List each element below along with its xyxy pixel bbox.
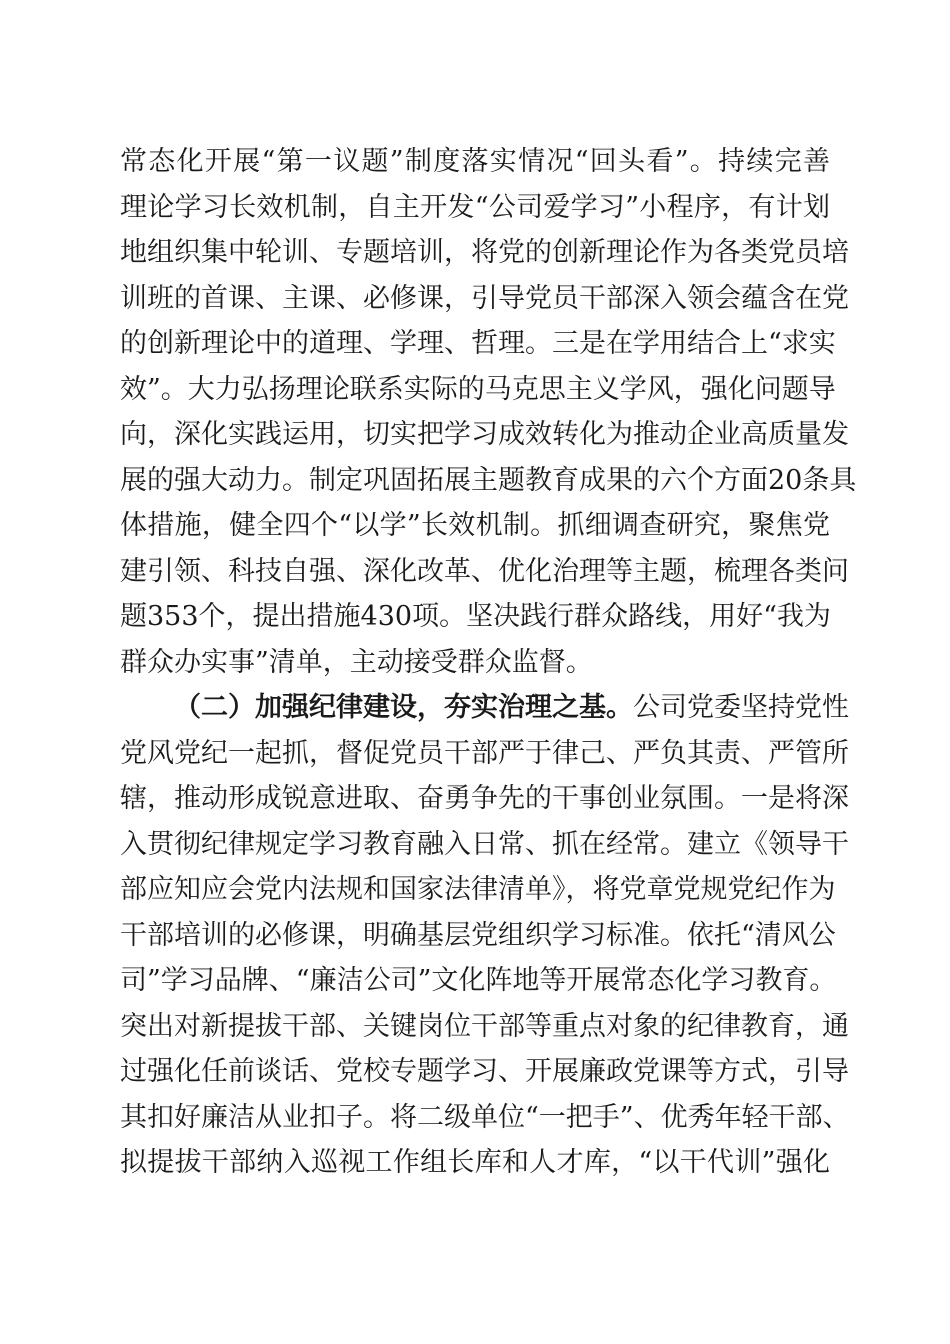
section-heading: （二）加强纪律建设，夯实治理之基。 [174,692,633,723]
text-line: 地组织集中轮训、专题培训，将党的创新理论作为各类党员培 [120,237,849,268]
text-line: 向，深化实践运用，切实把学习成效转化为推动企业高质量发 [120,419,849,450]
text-line: 题353个，提出措施430项。坚决践行群众路线，用好“我为 [120,601,831,632]
section-heading-line [120,685,849,731]
text-line: 其扣好廉洁从业扣子。将二级单位“一把手”、优秀年轻干部、 [120,1101,850,1133]
text-line: 入贯彻纪律规定学习教育融入日常、抓在经常。建立《领导干 [120,828,849,860]
text-line: 党风党纪一起抓，督促党员干部严于律己、严负其责、严管所 [120,737,849,769]
text-line: 训班的首课、主课、必修课，引导党员干部深入领会蕴含在党 [120,282,849,314]
text-line: 体措施，健全四个“以学”长效机制。抓细调查研究，聚焦党 [120,510,830,541]
paragraph-1 [120,139,857,685]
text-line: 的创新理论中的道理、学理、哲理。三是在学用结合上“求实 [120,328,836,359]
text-line: 展的强大动力。制定巩固拓展主题教育成果的六个方面20条具 [120,464,857,496]
text-line: 效”。大力弘扬理论联系实际的马克思主义学风，强化问题导 [120,373,836,405]
heading-line-rest: 公司党委坚持党性 [633,692,849,723]
text-line: 拟提拔干部纳入巡视工作组长库和人才库，“以干代训”强化 [120,1147,830,1178]
text-line: 辖，推动形成锐意进取、奋勇争先的干事创业氛围。一是将深 [120,783,849,814]
text-line: 过强化任前谈话、党校专题学习、开展廉政党课等方式，引导 [120,1056,849,1087]
text-line: 司”学习品牌、“廉洁公司”文化阵地等开展常态化学习教育。 [120,965,837,996]
text-line: 建引领、科技自强、深化改革、优化治理等主题，梳理各类问 [120,555,849,587]
document-body [120,139,857,1186]
text-line: 常态化开展“第一议题”制度落实情况“回头看”。持续完善 [120,146,830,177]
text-line: 群众办实事”清单，主动接受群众监督。 [120,646,593,678]
text-line: 干部培训的必修课，明确基层党组织学习标准。依托“清风公 [120,919,836,951]
paragraph-2 [120,685,850,1186]
text-line: 部应知应会党内法规和国家法律清单》，将党章党规党纪作为 [120,874,836,905]
text-line: 理论学习长效机制，自主开发“公司爱学习”小程序，有计划 [120,191,830,223]
text-line: 突出对新提拔干部、关键岗位干部等重点对象的纪律教育，通 [120,1010,849,1042]
